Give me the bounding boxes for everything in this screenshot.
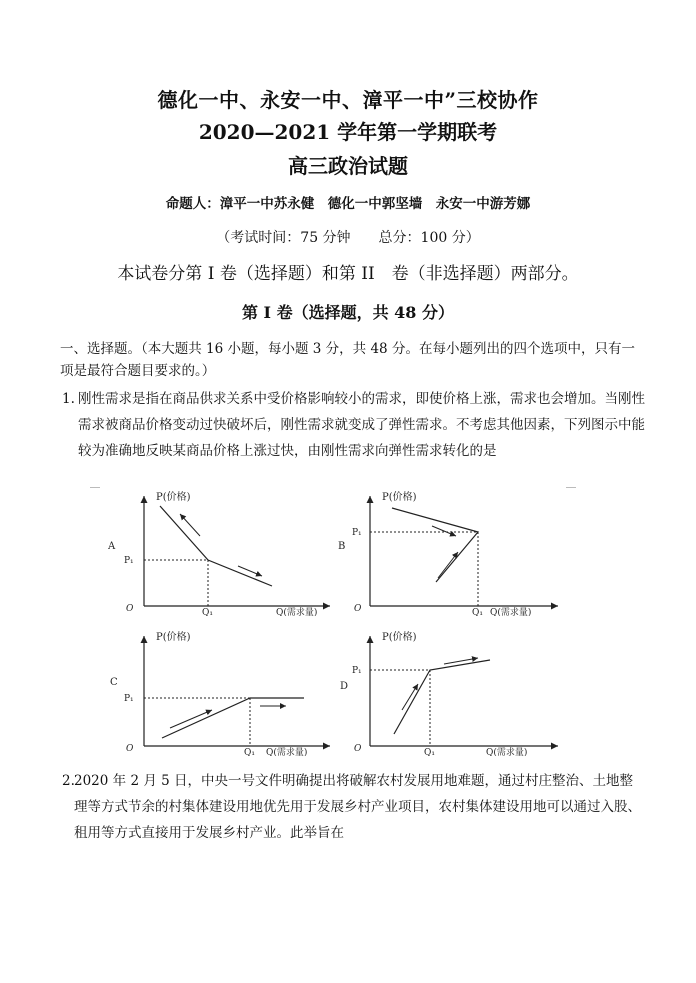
option-label-b: B [338,541,346,552]
y-axis-label: P(价格) [382,632,417,643]
origin-label: O [354,604,362,614]
arrow-down [238,566,262,576]
origin-label: O [354,744,362,754]
instructions: 一、选择题。（本大题共 16 小题，每小题 3 分，共 48 分。在每小题列出的四个选项中，只有一项是最符合题目要求的。） [60,341,635,379]
q1-label: Q₁ [424,748,435,756]
origin-label: O [126,744,134,754]
x-axis-label: Q(需求量) [276,608,318,616]
y-axis-label: P(价格) [156,632,191,643]
option-label-c: C [110,677,118,688]
exam-info: （考试时间：75 分钟 总分：100 分） [216,230,480,246]
p1-label: P₁ [124,694,134,704]
demand-curve [392,508,478,582]
title-line-3: 高三政治试题 [288,154,408,178]
question-number: 1. [62,391,75,407]
option-label-d: D [340,681,349,692]
p1-label: P₁ [124,556,134,566]
crop-mark [566,487,576,488]
question-text: 刚性需求是指在商品供求关系中受价格影响较小的需求，即使价格上涨，需求也会增加。当刚性需求被商品价格变动过快破坏后，刚性需求就变成了弹性需求。不考虑其他因素，下列图示中能较为准确地反映某商品价格上涨过快，由刚性需求向弹性需求转化的是 [78,391,645,459]
question-number: 2. [62,773,75,789]
option-label-a: A [108,541,116,552]
q1-label: Q₁ [472,608,483,616]
arrow-up [438,552,458,578]
graph-b [336,486,566,616]
x-axis-label: Q(需求量) [266,748,308,756]
p1-label: P₁ [352,666,362,676]
q1-label: Q₁ [244,748,255,756]
authors-line: 命题人：漳平一中苏永健 德化一中郭坚墙 永安一中游芳娜 [165,196,531,212]
x-axis-label: Q(需求量) [486,748,528,756]
q1-label: Q₁ [202,608,213,616]
arrow-right [432,526,456,536]
y-axis-label: P(价格) [156,492,191,503]
graph-c [108,626,338,756]
demand-curve [160,506,272,586]
section-title: 第 I 卷（选择题，共 48 分） [241,303,455,322]
graph-d [336,626,566,756]
question-1 [62,386,646,464]
x-axis-label: Q(需求量) [490,608,532,616]
origin-label: O [126,604,134,614]
demand-curve [394,660,490,734]
crop-mark [90,487,100,488]
question-2 [62,768,646,846]
intro-line: 本试卷分第 I 卷（选择题）和第 II 卷（非选择题）两部分。 [117,264,579,284]
p1-label: P₁ [352,528,362,538]
title-line-1: 德化一中、永安一中、漳平一中”三校协作 [157,88,539,112]
demand-curve [162,698,304,738]
title-line-2: 2020—2021 学年第一学期联考 [198,120,498,144]
y-axis-label: P(价格) [382,492,417,503]
question-text: 2020 年 2 月 5 日，中央一号文件明确提出将破解农村发展用地难题，通过村庄整治、土地整理等方式节余的村集体建设用地优先用于发展乡村产业项目，农村集体建设用地可以通过入股、租用等方式直接用于发展乡村产业。此举旨在 [74,773,641,841]
graph-a [108,486,338,616]
